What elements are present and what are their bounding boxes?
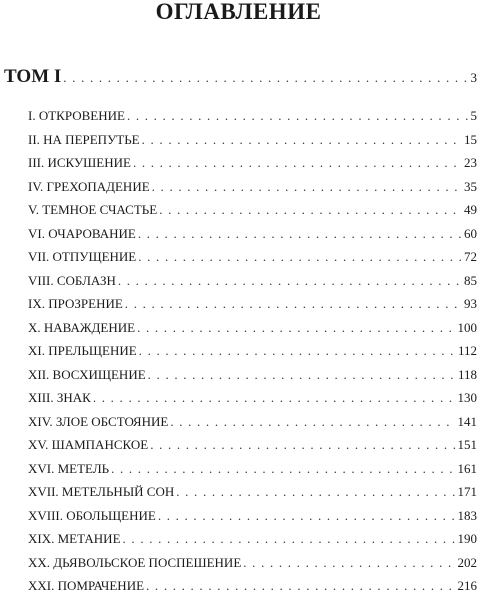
toc-entry (28, 339, 477, 363)
chapter-page-number: 72 (464, 249, 477, 264)
dot-leader (150, 433, 455, 457)
toc-entry (28, 316, 477, 340)
chapter-page-number: 49 (464, 202, 477, 217)
chapter-title: IV. ГРЕХОПАДЕНИЕ (28, 178, 150, 194)
dot-leader (146, 574, 455, 598)
volume-page-number: 3 (470, 70, 477, 85)
page-title: ОГЛАВЛЕНИЕ (155, 0, 322, 24)
chapter-page-number: 151 (457, 437, 477, 452)
chapter-page-number: 183 (457, 507, 477, 523)
dot-leader (118, 269, 462, 293)
toc-entry (28, 363, 477, 387)
chapter-page-number: 15 (464, 131, 477, 147)
chapter-title: XXI. ПОМРАЧЕНИЕ (28, 578, 145, 593)
chapter-title: XIV. ЗЛОЕ ОБСТОЯНИЕ (28, 413, 169, 429)
toc-entry (28, 104, 477, 128)
chapter-page-number: 93 (464, 296, 477, 311)
toc-entry (28, 527, 477, 551)
chapter-title: VIII. СОБЛАЗН (28, 272, 116, 288)
chapter-title: XI. ПРЕЛЬЩЕНИЕ (28, 343, 137, 358)
dot-leader (139, 339, 456, 363)
chapter-page-number: 190 (457, 531, 477, 546)
toc-entry (28, 292, 477, 316)
toc-entry (28, 410, 477, 434)
chapter-page-number: 216 (457, 578, 477, 593)
dot-leader (138, 245, 462, 269)
toc-entry (28, 151, 477, 175)
chapter-page-number: 130 (457, 390, 477, 405)
chapter-title: II. НА ПЕРЕПУТЬЕ (28, 131, 140, 147)
chapter-title: VII. ОТПУЩЕНИЕ (28, 249, 137, 264)
chapter-title: XV. ШАМПАНСКОЕ (28, 437, 149, 452)
chapter-title: I. ОТКРОВЕНИЕ (28, 108, 125, 123)
dot-leader (133, 151, 462, 175)
chapter-page-number: 141 (457, 413, 477, 429)
chapter-title: XIII. ЗНАК (28, 390, 91, 405)
chapter-page-number: 23 (464, 155, 477, 170)
chapter-title: XII. ВОСХИЩЕНИЕ (28, 366, 146, 382)
chapter-title: XVII. МЕТЕЛЬНЫЙ СОН (28, 484, 175, 499)
dot-leader (63, 70, 468, 86)
volume-title: ТОМ I (4, 66, 62, 87)
chapter-title: XIX. МЕТАНИЕ (28, 531, 121, 546)
chapter-page-number: 202 (457, 554, 477, 570)
dot-leader (111, 457, 455, 481)
toc-entry (28, 128, 477, 152)
chapter-title: IX. ПРОЗРЕНИЕ (28, 296, 123, 311)
chapter-title: X. НАВАЖДЕНИЕ (28, 319, 136, 335)
toc-entry (28, 175, 477, 199)
dot-leader (123, 527, 456, 551)
toc-volume-entry (4, 66, 477, 90)
chapter-page-number: 85 (464, 272, 477, 288)
dot-leader (176, 480, 455, 504)
dot-leader (158, 504, 456, 528)
dot-leader (148, 363, 456, 387)
toc-entry (28, 198, 477, 222)
chapter-page-number: 35 (464, 178, 477, 194)
toc-entry (28, 222, 477, 246)
dot-leader (93, 386, 456, 410)
dot-leader (243, 551, 455, 575)
toc-entry (28, 269, 477, 293)
chapter-page-number: 118 (457, 366, 477, 382)
table-of-contents (28, 104, 477, 598)
dot-leader (137, 316, 455, 340)
dot-leader (125, 292, 462, 316)
dot-leader (152, 175, 462, 199)
chapter-page-number: 161 (457, 460, 477, 476)
chapter-page-number: 100 (457, 319, 477, 335)
chapter-page-number: 60 (464, 225, 477, 241)
dot-leader (142, 128, 462, 152)
toc-entry (28, 551, 477, 575)
chapter-title: XX. ДЬЯВОЛЬСКОЕ ПОСПЕШЕНИЕ (28, 554, 242, 570)
chapter-title: V. ТЕМНОЕ СЧАСТЬЕ (28, 202, 158, 217)
toc-entry (28, 245, 477, 269)
chapter-title: III. ИСКУШЕНИЕ (28, 155, 131, 170)
chapter-title: VI. ОЧАРОВАНИЕ (28, 225, 136, 241)
dot-leader (159, 198, 462, 222)
chapter-page-number: 171 (457, 484, 477, 499)
toc-entry (28, 433, 477, 457)
chapter-page-number: 5 (470, 108, 477, 123)
toc-entry (28, 504, 477, 528)
dot-leader (138, 222, 462, 246)
dot-leader (170, 410, 455, 434)
chapter-page-number: 112 (457, 343, 477, 358)
chapter-title: XVIII. ОБОЛЬЩЕНИЕ (28, 507, 156, 523)
dot-leader (127, 104, 469, 128)
toc-entry (28, 480, 477, 504)
chapter-title: XVI. МЕТЕЛЬ (28, 460, 110, 476)
toc-entry (28, 457, 477, 481)
toc-entry (28, 574, 477, 598)
toc-entry (28, 386, 477, 410)
